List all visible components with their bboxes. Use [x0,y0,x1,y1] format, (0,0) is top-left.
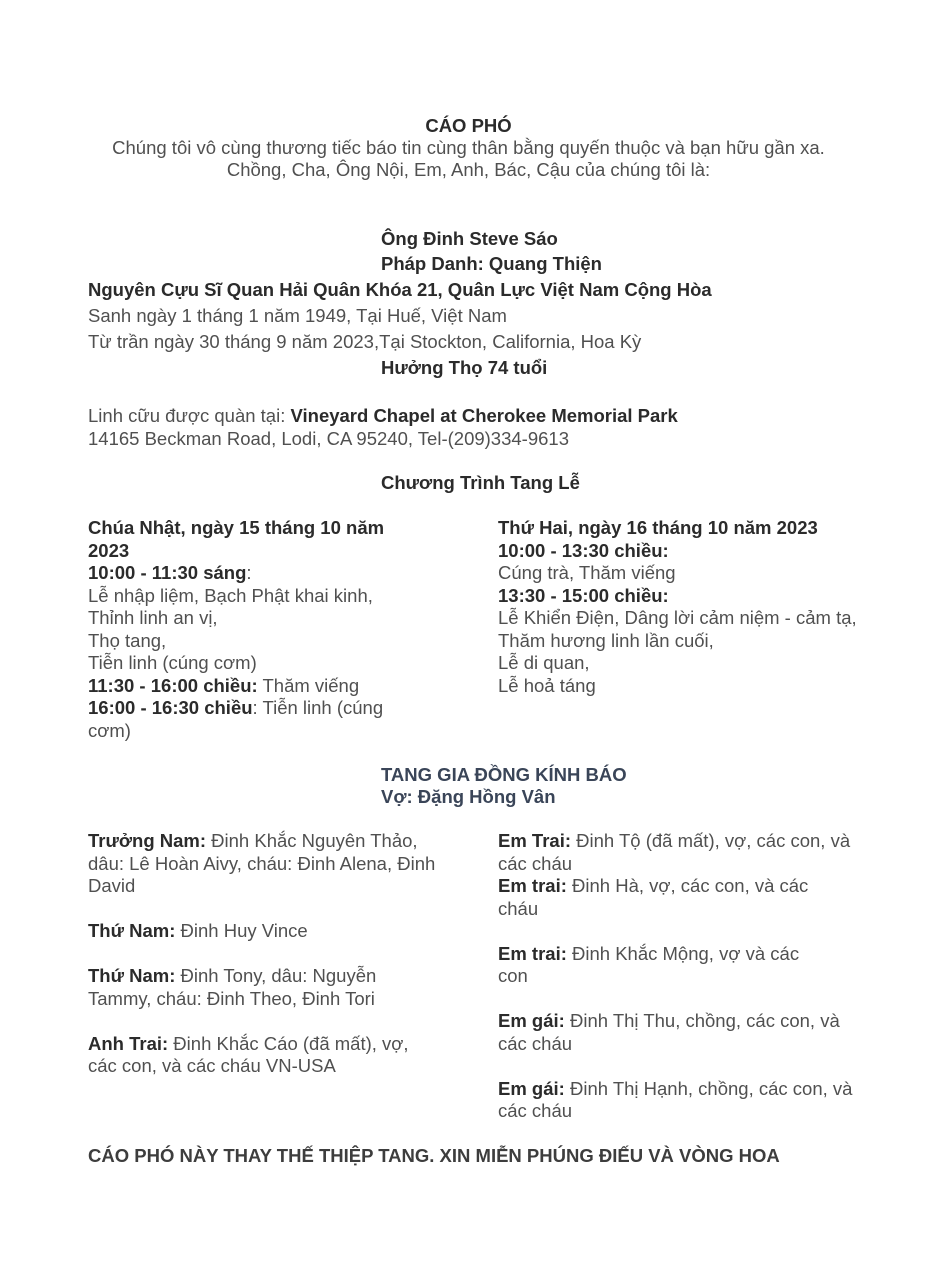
family-member-text: Đinh Khắc Cáo (đã mất), vợ, các con, và các cháu VN-USA [88,1032,409,1076]
venue-label: Linh cữu được quàn tại: [88,405,291,426]
day1-date: Chúa Nhật, ngày 15 tháng 10 năm 2023 [88,517,385,561]
day1-slot2-text: Thăm viếng [257,674,360,696]
page-title: CÁO PHÓ [425,115,512,136]
family-member-label: Em trai: [498,875,567,896]
family-member [498,875,838,920]
family-member [88,920,448,943]
venue-line [88,405,678,427]
family-member [88,965,408,1010]
family-member [498,830,858,875]
family-member-text: Đinh Hà, vợ, các con, và các cháu [498,875,809,919]
day1-slot1-colon: : [246,562,252,583]
family-member-text: Đinh Tộ (đã mất), vợ, các con, và các cháu [498,830,851,874]
family-member-label: Em gái: [498,1077,565,1099]
day1-slot2-time: 11:30 - 16:00 chiều: [88,674,258,696]
death-info: Từ trần ngày 30 tháng 9 năm 2023,Tại Stockton, California, Hoa Kỳ [88,331,642,352]
family-member-text: Đinh Huy Vince [175,920,308,941]
family-left-column [88,830,448,1078]
family-member-text: Đinh Thị Thu, chồng, các con, và các cháu [498,1010,840,1054]
family-member-label: Thứ Nam: [88,920,176,941]
deceased-name: Ông Đinh Steve Sáo [381,228,558,249]
family-member-text: Đinh Thị Hạnh, chồng, các con, và các cháu [498,1077,853,1121]
family-member-label: Anh Trai: [88,1032,169,1054]
venue-name: Vineyard Chapel at Cherokee Memorial Park [290,405,678,426]
venue-address: 14165 Beckman Road, Lodi, CA 95240, Tel-(209)334-9613 [88,428,569,449]
family-member-label: Thứ Nam: [88,965,176,986]
family-member-label: Em gái: [498,1010,565,1031]
program-day2 [498,517,863,697]
day2-slot1-text: Cúng trà, Thăm viếng [498,562,676,583]
age-info: Hưởng Thọ 74 tuổi [381,357,548,378]
day1-slot1-item: Tiễn linh (cúng cơm) [88,652,257,673]
day1-slot3-time: 16:00 - 16:30 chiều [88,697,253,718]
footer-notice: CÁO PHÓ NÀY THAY THẾ THIỆP TANG. XIN MIỄN PHÚNG ĐIẾU VÀ VÒNG HOA [88,1145,780,1166]
family-member-label: Em Trai: [498,830,571,851]
family-member-label: Em trai: [498,942,567,964]
day2-slot2-item: Lễ di quan, [498,652,590,673]
day1-slot1-item: Lễ nhập liệm, Bạch Phật khai kinh, [88,584,373,606]
day2-slot2-time: 13:30 - 15:00 chiều: [498,584,669,606]
day2-slot2-item: Lễ hoả táng [498,674,596,696]
intro-line-2: Chồng, Cha, Ông Nội, Em, Anh, Bác, Cậu của chúng tôi là: [226,159,711,180]
military-rank: Nguyên Cựu Sĩ Quan Hải Quân Khóa 21, Quân Lực Việt Nam Cộng Hòa [88,279,712,300]
day2-date: Thứ Hai, ngày 16 tháng 10 năm 2023 [498,517,818,538]
family-member-text: Đinh Khắc Nguyên Thảo, dâu: Lê Hoàn Aivy, cháu: Đinh Alena, Đinh David [88,830,436,896]
day2-slot2-item: Lễ Khiển Điện, Dâng lời cảm niệm - cảm tạ, Thăm hương linh lần cuối, [498,607,857,651]
family-member-text: Đinh Tony, dâu: Nguyễn Tammy, cháu: Đinh Theo, Đinh Tori [88,965,377,1009]
family-heading: TANG GIA ĐỒNG KÍNH BÁO [381,764,627,785]
family-member [88,830,443,898]
family-member-label: Trưởng Nam: [88,830,207,851]
day1-slot1-time: 10:00 - 11:30 sáng [88,562,247,583]
dharma-name: Pháp Danh: Quang Thiện [381,253,602,274]
day1-slot1-item: Thỉnh linh an vị, [88,607,218,628]
day1-slot3-text: : Tiễn linh (cúng cơm) [88,697,384,741]
family-right-column [498,830,858,1123]
day1-slot1-item: Thọ tang, [88,629,167,651]
family-member-text: Đinh Khắc Mộng, vợ và các con [498,942,800,986]
family-member [498,1010,858,1055]
intro-line-1: Chúng tôi vô cùng thương tiếc báo tin cùng thân bằng quyến thuộc và bạn hữu gần xa. [112,137,825,158]
family-member [498,943,828,988]
family-member [498,1078,858,1123]
program-title: Chương Trình Tang Lễ [381,472,580,493]
day2-slot1-time: 10:00 - 13:30 chiều: [498,539,669,561]
program-day1 [88,517,428,742]
wife-line: Vợ: Đặng Hồng Vân [381,786,556,807]
birth-info: Sanh ngày 1 tháng 1 năm 1949, Tại Huế, Việt Nam [88,305,507,326]
family-member [88,1033,438,1078]
